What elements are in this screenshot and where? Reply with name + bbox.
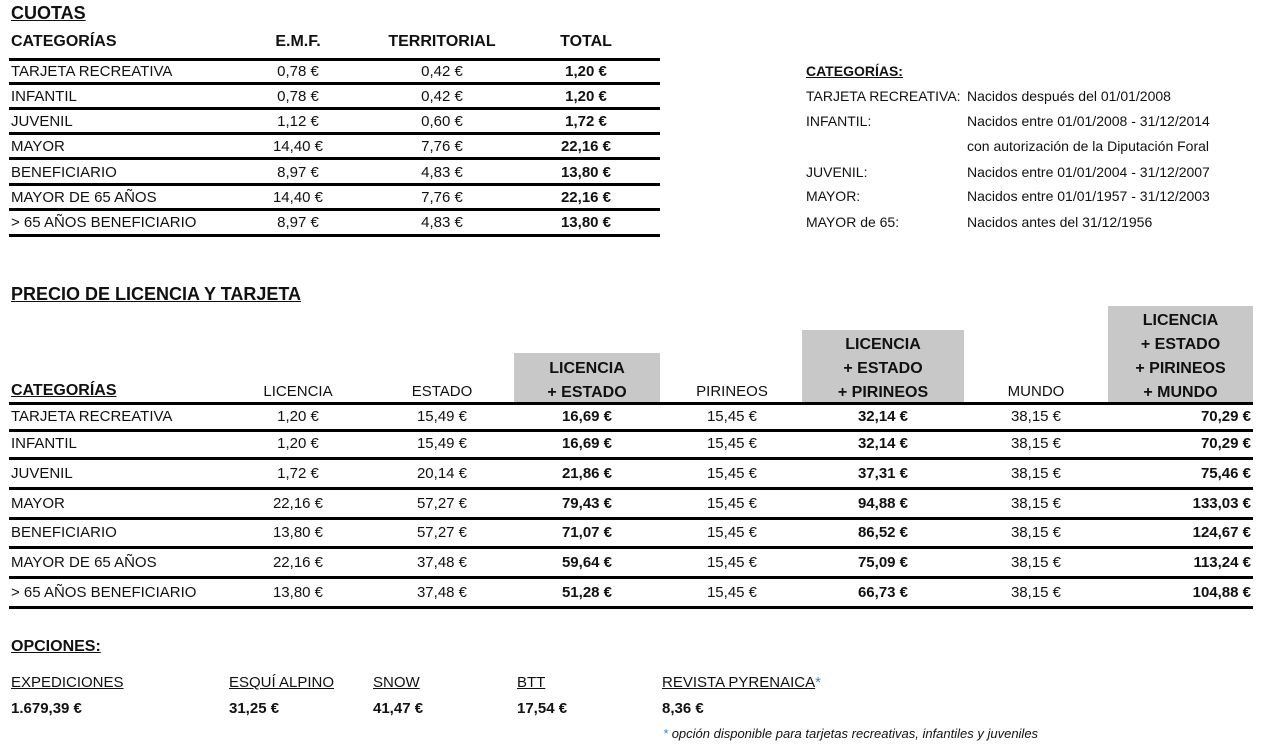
precio-cell-categoria: BENEFICIARIO xyxy=(11,524,117,541)
note-asterisk: * xyxy=(663,726,669,741)
precio-cell-licencia: 13,80 € xyxy=(272,524,324,541)
cuotas-cell-categoria: BENEFICIARIO xyxy=(11,164,117,181)
cuotas-cell-emf: 1,12 € xyxy=(277,113,319,130)
precio-cell-pirineos: 15,45 € xyxy=(706,584,758,601)
precio-cell-categoria: TARJETA RECREATIVA xyxy=(11,408,173,425)
row-separator xyxy=(9,429,1253,432)
cuotas-cell-emf: 0,78 € xyxy=(277,63,319,80)
opciones-note xyxy=(663,726,1038,741)
precio-cell-pirineos: 15,45 € xyxy=(706,408,758,425)
precio-header-lic-est-pir-line: + ESTADO xyxy=(843,360,923,377)
cuotas-cell-categoria: MAYOR DE 65 AÑOS xyxy=(11,189,157,206)
categoria-def-desc: Nacidos entre 01/01/2008 - 31/12/2014 xyxy=(967,113,1210,129)
opcion-value: 17,54 € xyxy=(517,700,568,717)
opcion-label-text: SNOW xyxy=(373,674,420,691)
precio-cell-estado: 57,27 € xyxy=(416,495,468,512)
row-separator xyxy=(9,157,660,160)
opcion-value: 1.679,39 € xyxy=(11,700,82,717)
opcion-label-text: EXPEDICIONES xyxy=(11,674,124,691)
cuotas-cell-emf: 14,40 € xyxy=(272,189,324,206)
precio-cell-pirineos: 15,45 € xyxy=(706,524,758,541)
cuotas-title: CUOTAS xyxy=(11,3,86,23)
precio-cell-lic-est-pir-mun: 133,03 € xyxy=(1192,495,1251,512)
cuotas-cell-total: 1,20 € xyxy=(565,88,607,105)
categoria-def-desc: con autorización de la Diputación Foral xyxy=(967,138,1210,154)
precio-header-lic-est-pir xyxy=(802,333,964,405)
precio-cell-lic-estado: 79,43 € xyxy=(561,495,613,512)
precio-cell-lic-est-pir: 37,31 € xyxy=(857,465,909,482)
cuotas-header-categorias: CATEGORÍAS xyxy=(11,33,117,50)
precio-title: PRECIO DE LICENCIA Y TARJETA xyxy=(11,284,302,304)
precio-header-estado: ESTADO xyxy=(411,383,473,400)
precio-cell-estado: 57,27 € xyxy=(416,524,468,541)
precio-cell-licencia: 22,16 € xyxy=(272,495,324,512)
categoria-def-label: MAYOR: xyxy=(806,188,861,204)
precio-header-lic-est-pir-mun xyxy=(1108,309,1253,405)
row-separator xyxy=(9,132,660,135)
precio-cell-pirineos: 15,45 € xyxy=(706,495,758,512)
precio-cell-lic-est-pir: 32,14 € xyxy=(857,435,909,452)
precio-cell-estado: 15,49 € xyxy=(416,435,468,452)
precio-cell-mundo: 38,15 € xyxy=(1010,465,1062,482)
cuotas-cell-territorial: 7,76 € xyxy=(421,189,463,206)
precio-cell-estado: 15,49 € xyxy=(416,408,468,425)
cuotas-cell-territorial: 0,60 € xyxy=(421,113,463,130)
row-separator xyxy=(9,82,660,85)
categoria-def-desc: Nacidos entre 01/01/1957 - 31/12/2003 xyxy=(967,188,1210,204)
precio-cell-licencia: 1,20 € xyxy=(277,408,319,425)
precio-header-lic-est-pir-mun-line: + ESTADO xyxy=(1140,336,1221,353)
precio-cell-mundo: 38,15 € xyxy=(1010,524,1062,541)
cuotas-cell-categoria: > 65 AÑOS BENEFICIARIO xyxy=(11,214,197,231)
row-separator xyxy=(9,606,1253,609)
precio-cell-lic-estado: 16,69 € xyxy=(561,408,613,425)
precio-cell-lic-est-pir: 66,73 € xyxy=(857,584,909,601)
precio-header-lic-est-pir-line: + PIRINEOS xyxy=(837,384,929,401)
precio-cell-mundo: 38,15 € xyxy=(1010,584,1062,601)
precio-header-lic-est-pir-mun-line: + PIRINEOS xyxy=(1135,360,1226,377)
cuotas-cell-emf: 14,40 € xyxy=(272,138,324,155)
precio-cell-lic-est-pir: 75,09 € xyxy=(857,554,909,571)
cuotas-cell-total: 22,16 € xyxy=(560,189,612,206)
precio-header-lic-estado xyxy=(514,357,660,405)
precio-cell-lic-estado: 16,69 € xyxy=(561,435,613,452)
note-text: opción disponible para tarjetas recreativas, infantiles y juveniles xyxy=(671,726,1039,741)
precio-cell-lic-est-pir-mun: 104,88 € xyxy=(1192,584,1251,601)
cuotas-cell-categoria: TARJETA RECREATIVA xyxy=(11,63,173,80)
cuotas-cell-total: 1,20 € xyxy=(565,63,607,80)
precio-header-lic-estado-line: LICENCIA xyxy=(549,360,625,377)
precio-cell-pirineos: 15,45 € xyxy=(706,435,758,452)
precio-cell-categoria: > 65 AÑOS BENEFICIARIO xyxy=(11,584,197,601)
row-separator xyxy=(9,107,660,110)
asterisk-icon: * xyxy=(815,674,821,691)
row-separator xyxy=(9,457,1253,460)
cuotas-cell-total: 22,16 € xyxy=(560,138,612,155)
precio-cell-lic-est-pir: 32,14 € xyxy=(857,408,909,425)
precio-cell-estado: 20,14 € xyxy=(416,465,468,482)
categoria-def-desc: Nacidos antes del 31/12/1956 xyxy=(967,214,1153,230)
cuotas-header-territorial: TERRITORIAL xyxy=(388,33,496,50)
row-separator xyxy=(9,487,1253,490)
precio-cell-lic-est-pir-mun: 70,29 € xyxy=(1200,435,1251,452)
precio-header-pirineos: PIRINEOS xyxy=(696,383,768,400)
cuotas-cell-total: 13,80 € xyxy=(560,214,612,231)
cuotas-cell-emf: 0,78 € xyxy=(277,88,319,105)
opcion-label-text: ESQUÍ ALPINO xyxy=(229,674,335,691)
opcion-value: 41,47 € xyxy=(373,700,424,717)
opcion-value: 8,36 € xyxy=(662,700,704,717)
precio-cell-categoria: MAYOR DE 65 AÑOS xyxy=(11,554,157,571)
precio-header-categorias: CATEGORÍAS xyxy=(11,382,117,399)
precio-cell-lic-est-pir-mun: 124,67 € xyxy=(1192,524,1251,541)
precio-cell-licencia: 13,80 € xyxy=(272,584,324,601)
precio-cell-categoria: INFANTIL xyxy=(11,435,77,452)
cuotas-cell-territorial: 0,42 € xyxy=(421,63,463,80)
opcion-value: 31,25 € xyxy=(229,700,280,717)
precio-cell-lic-est-pir: 86,52 € xyxy=(857,524,909,541)
precio-cell-pirineos: 15,45 € xyxy=(706,554,758,571)
row-separator xyxy=(9,183,660,186)
categoria-def-label: JUVENIL: xyxy=(806,164,868,180)
precio-cell-mundo: 38,15 € xyxy=(1010,554,1062,571)
opciones-title: OPCIONES: xyxy=(11,638,101,655)
row-separator xyxy=(9,58,660,61)
cuotas-cell-total: 1,72 € xyxy=(565,113,607,130)
row-separator xyxy=(9,576,1253,579)
precio-header-lic-est-pir-line: LICENCIA xyxy=(845,336,921,353)
opcion-label xyxy=(373,674,420,691)
row-separator xyxy=(9,234,660,237)
precio-cell-lic-estado: 21,86 € xyxy=(561,465,613,482)
precio-cell-estado: 37,48 € xyxy=(416,584,468,601)
precio-cell-mundo: 38,15 € xyxy=(1010,435,1062,452)
precio-cell-licencia: 22,16 € xyxy=(272,554,324,571)
cuotas-cell-emf: 8,97 € xyxy=(277,164,319,181)
opcion-label xyxy=(662,674,821,691)
precio-cell-lic-estado: 59,64 € xyxy=(561,554,613,571)
precio-header-licencia: LICENCIA xyxy=(263,383,333,400)
cuotas-cell-territorial: 7,76 € xyxy=(421,138,463,155)
cuotas-header-emf: E.M.F. xyxy=(275,33,321,50)
row-separator xyxy=(9,208,660,211)
categoria-def-desc: Nacidos después del 01/01/2008 xyxy=(967,88,1171,104)
cuotas-header-total: TOTAL xyxy=(560,33,612,50)
opcion-label xyxy=(517,674,545,691)
categoria-def-desc: Nacidos entre 01/01/2004 - 31/12/2007 xyxy=(967,164,1210,180)
cuotas-cell-territorial: 4,83 € xyxy=(421,214,463,231)
precio-cell-mundo: 38,15 € xyxy=(1010,495,1062,512)
row-separator xyxy=(9,402,1253,405)
opcion-label-text: BTT xyxy=(517,674,546,691)
cuotas-cell-territorial: 0,42 € xyxy=(421,88,463,105)
precio-cell-licencia: 1,72 € xyxy=(277,465,319,482)
precio-cell-lic-est-pir-mun: 70,29 € xyxy=(1200,408,1251,425)
cuotas-cell-categoria: INFANTIL xyxy=(11,88,77,105)
precio-cell-categoria: JUVENIL xyxy=(11,465,73,482)
precio-cell-categoria: MAYOR xyxy=(11,495,65,512)
precio-cell-lic-est-pir-mun: 75,46 € xyxy=(1200,465,1251,482)
precio-header-mundo: MUNDO xyxy=(1007,383,1065,400)
cuotas-cell-territorial: 4,83 € xyxy=(421,164,463,181)
opcion-label-text: REVISTA PYRENAICA xyxy=(662,674,816,691)
categorias-title: CATEGORÍAS: xyxy=(806,63,903,79)
precio-header-lic-est-pir-mun-line: LICENCIA xyxy=(1142,312,1219,329)
cuotas-cell-emf: 8,97 € xyxy=(277,214,319,231)
cuotas-cell-categoria: JUVENIL xyxy=(11,113,73,130)
row-separator xyxy=(9,517,1253,520)
precio-cell-estado: 37,48 € xyxy=(416,554,468,571)
categoria-def-label: MAYOR de 65: xyxy=(806,214,900,230)
precio-cell-lic-estado: 71,07 € xyxy=(561,524,613,541)
precio-header-lic-est-pir-mun-line: + MUNDO xyxy=(1143,384,1218,401)
categoria-def-label: TARJETA RECREATIVA: xyxy=(806,88,961,104)
precio-cell-lic-est-pir: 94,88 € xyxy=(857,495,909,512)
precio-cell-lic-est-pir-mun: 113,24 € xyxy=(1193,554,1251,571)
row-separator xyxy=(9,546,1253,549)
categoria-def-label: INFANTIL: xyxy=(806,113,872,129)
cuotas-cell-categoria: MAYOR xyxy=(11,138,65,155)
opcion-label xyxy=(229,674,334,691)
cuotas-cell-total: 13,80 € xyxy=(560,164,612,181)
precio-cell-pirineos: 15,45 € xyxy=(706,465,758,482)
precio-cell-licencia: 1,20 € xyxy=(277,435,319,452)
precio-cell-mundo: 38,15 € xyxy=(1010,408,1062,425)
precio-cell-lic-estado: 51,28 € xyxy=(561,584,613,601)
opcion-label xyxy=(11,674,124,691)
precio-header-lic-estado-line: + ESTADO xyxy=(547,384,627,401)
